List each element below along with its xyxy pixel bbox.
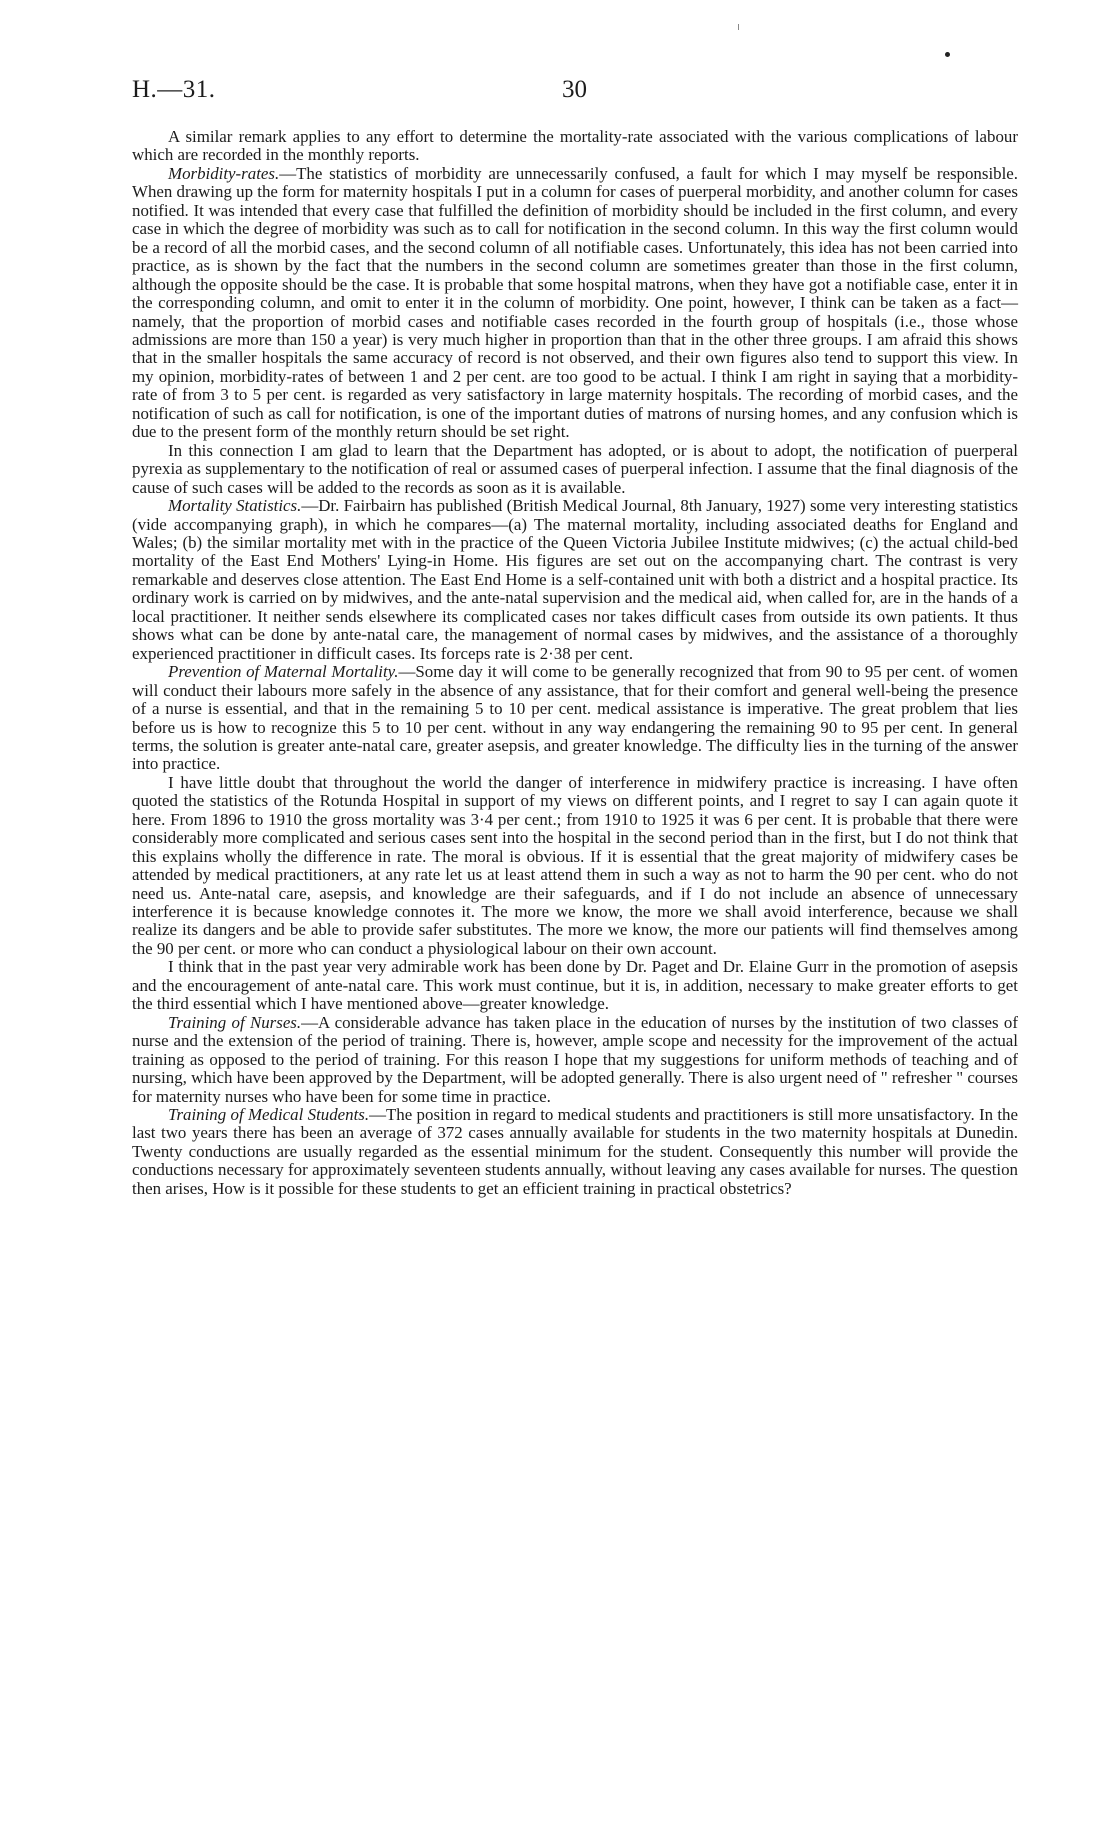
report-body	[132, 128, 1018, 1198]
section-heading-prevention: Prevention of Maternal Mortality.	[168, 662, 399, 682]
paragraph-mortality-statistics: Mortality Statistics.—Dr. Fairbairn has published (British Medical Journal, 8th January, 1927) some very interesting statistics (vide accompanying graph), in which he compares—(a) The maternal mortality, including associated deaths for England and Wales; (b) the similar mortality met with in the practice of the Queen Victoria Jubilee Institute midwives; (c) the actual child-bed mortality of the East End Mothers' Lying-in Home. His figures are set out on the accompanying chart. The contrast is very remarkable and deserves close attention. The East End Home is a self-contained unit with both a district and a hospital practice. Its ordinary work is carried on by midwives, and the ante-natal supervision and the medical aid, when called for, are in the hands of a local practitioner. It neither sends elsewhere its complicated cases nor takes difficult cases from outside its own patients. It thus shows what can be done by ante-natal care, the management of normal cases by midwives, and the assistance of a thoroughly experienced practitioner in difficult cases. Its forceps rate is 2·38 per cent.	[132, 496, 1018, 663]
paragraph-morbidity-rates: Morbidity-rates.—The statistics of morbidity are unnecessarily confused, a fault for which I may myself be responsible. When drawing up the form for maternity hospitals I put in a column for cases of puerperal morbidity, and another column for cases notified. It was intended that every case that fulfilled the definition of morbidity should be included in the first column, and every case in which the degree of morbidity was such as to call for notification in the second column. In this way the first column would be a record of all the morbid cases, and the second column of all notifiable cases. Unfortunately, this idea has not been carried into practice, as is shown by the fact that the numbers in the second column are sometimes greater than those in the first column, although the opposite should be the case. It is probable that some hospital matrons, when they have got a notifiable case, enter it in the corresponding column, and omit to enter it in the column of morbidity. One point, however, I think can be taken as a fact—namely, that the proportion of morbid cases and notifiable cases recorded in the fourth group of hospitals (i.e., those whose admissions are more than 150 a year) is very much higher in proportion than that in the other three groups. I am afraid this shows that in the smaller hospitals the same accuracy of record is not observed, and their own figures also tend to support this view. In my opinion, morbidity-rates of between 1 and 2 per cent. are too good to be actual. I think I am right in saying that a morbidity-rate of from 3 to 5 per cent. is regarded as very satisfactory in large maternity hospitals. The recording of morbid cases, and the notification of such as call for notification, is one of the important duties of matrons of nursing homes, and any confusion which is due to the present form of the monthly return should be set right.	[132, 163, 1018, 442]
scan-tick-mark	[738, 24, 739, 30]
document-reference: H.—31.	[132, 76, 216, 103]
paragraph-past-year-work: I think that in the past year very admirable work has been done by Dr. Paget and Dr. Elaine Gurr in the promotion of asepsis and the encouragement of ante-natal care. This work must continue, but it is, in addition, necessary to make greater efforts to get the third essential which I have mentioned above—greater knowledge.	[132, 957, 1018, 1014]
paragraph-prevention: Prevention of Maternal Mortality.—Some day it will come to be generally recognized that from 90 to 95 per cent. of women will conduct their labours more safely in the absence of any assistance, that for their comfort and general well-being the presence of a nurse is essential, and that in the remaining 5 to 10 per cent. medical assistance is imperative. The great problem that lies before us is how to recognize this 5 to 10 per cent. without in any way endangering the remaining 90 to 95 per cent. In general terms, the solution is greater ante-natal care, greater asepsis, and greater knowledge. The difficulty lies in the turning of the answer into practice.	[132, 662, 1018, 774]
paragraph-training-nurses: Training of Nurses.—A considerable advance has taken place in the education of nurses by the institution of two classes of nurse and the extension of the period of training. There is, however, ample scope and necessity for the improvement of the actual training as opposed to the period of training. For this reason I hope that my suggestions for uniform methods of teaching and of nursing, which have been approved by the Department, will be adopted generally. There is also urgent need of " refresher " courses for maternity nurses who have been for some time in practice.	[132, 1012, 1018, 1106]
section-heading-training-students: Training of Medical Students.	[168, 1105, 370, 1125]
section-heading-mortality-statistics: Mortality Statistics.	[168, 496, 302, 516]
section-heading-morbidity-rates: Morbidity-rates.	[168, 163, 280, 183]
ink-dot-mark	[945, 52, 950, 57]
section-heading-training-nurses: Training of Nurses.	[168, 1012, 302, 1032]
paragraph-puerperal-pyrexia: In this connection I am glad to learn that the Department has adopted, or is about to adopt, the notification of puerperal pyrexia as supplementary to the notification of real or assumed cases of puerperal infection. I assume that the final diagnosis of the cause of such cases will be added to the records as soon as it is available.	[132, 440, 1018, 497]
paragraph-similar-remark: A similar remark applies to any effort to determine the mortality-rate associated with the various complications of labour which are recorded in the monthly reports.	[132, 127, 1018, 165]
page-number: 30	[562, 76, 587, 103]
paragraph-training-students: Training of Medical Students.—The position in regard to medical students and practitioners is still more unsatisfactory. In the last two years there has been an average of 372 cases annually available for students in the two maternity hospitals at Dunedin. Twenty conductions are usually regarded as the essential minimum for the student. Consequently this number will provide the conductions necessary for approximately seventeen students annually, without leaving any cases available for nurses. The question then arises, How is it possible for these students to get an efficient training in practical obstetrics?	[132, 1105, 1019, 1198]
paragraph-interference: I have little doubt that throughout the world the danger of interference in midwifery practice is increasing. I have often quoted the statistics of the Rotunda Hospital in support of my views on different points, and I regret to say I can again quote it here. From 1896 to 1910 the gross mortality was 3·4 per cent.; from 1910 to 1925 it was 6 per cent. It is probable that there were considerably more complicated and serious cases sent into the hospital in the second period than in the first, but I do not think that this explains wholly the difference in rate. The moral is obvious. If it is essential that the great majority of midwifery cases be attended by medical practitioners, at any rate let us at least attend them in such a way as not to harm the 90 per cent. who do not need us. Ante-natal care, asepsis, and knowledge are their safeguards, and if I do not include an absence of unnecessary interference it is because knowledge connotes it. The more we know, the more we shall avoid interference, because we shall realize its dangers and be able to provide safer substitutes. The more we know, the more our patients will find themselves among the 90 per cent. or more who can conduct a physiological labour on their own account.	[132, 772, 1018, 958]
page-header	[132, 76, 1018, 110]
